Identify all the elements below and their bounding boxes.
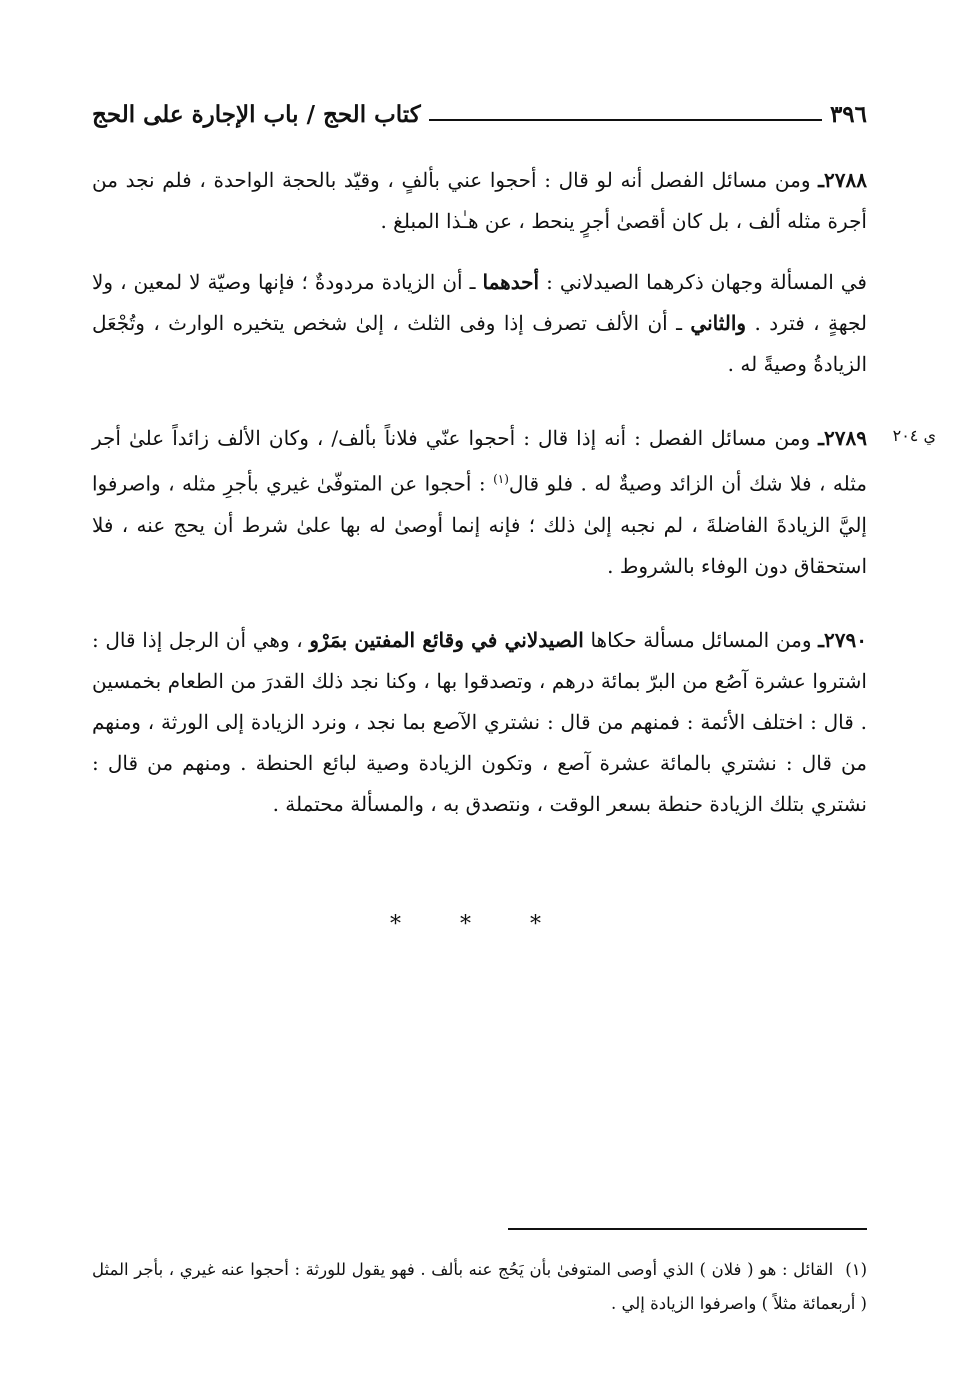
- issue-number: ٢٧٨٨ـ: [818, 168, 867, 192]
- bold-term: والثاني: [690, 311, 747, 335]
- page-number: ٣٩٦: [829, 101, 867, 128]
- paragraph-text: في المسألة وجهان ذكرهما الصيدلاني :: [539, 270, 867, 294]
- paragraph-2790: [92, 620, 867, 825]
- paragraph-text: ـ أن الألف تصرف إذا وفى الثلث ، إلىٰ شخص يتخيره الوارث ، وتُجْعَل الزيادةُ وصيةً له .: [92, 311, 867, 376]
- footnote-text: القائل : هو ( فلان ) الذي أوصى المتوفىٰ بأن يَحُج عنه بألف . فهو يقول للورثة : أحجوا عنه غيري ، بأجر المثل ( أربعمائة مثلاً ) واصرفوا الزيادة إلي .: [92, 1260, 867, 1313]
- footnote-number: (١): [845, 1260, 867, 1279]
- margin-reference: ي ٢٠٤: [892, 426, 936, 445]
- paragraph-text: ومن مسائل الفصل : أنه إذا قال : أحجوا عنّي فلاناً بألف/ ، وكان الألف زائداً علىٰ أجر مثله ، فلا شك أن الزائد وصيةٌ له . فلو قال: [92, 426, 867, 496]
- header-rule: [429, 119, 822, 121]
- paragraph-2788: [92, 160, 867, 242]
- section-separator: * * *: [390, 912, 567, 937]
- paragraph-text: : أحجوا عن المتوفّىٰ غيري بأجرِ مثله ، واصرفوا إليَّ الزيادةَ الفاضلةَ ، لم نجبه إلىٰ ذلك ؛ فإنه إنما أوصىٰ له بها علىٰ شرط أن يحج عنه ، فلا استحقاق دون الوفاء بالشروط .: [92, 471, 867, 578]
- running-header: [92, 92, 867, 128]
- footnote-rule: [508, 1228, 867, 1230]
- footnote-ref[interactable]: (١): [493, 472, 509, 486]
- running-title: كتاب الحج / باب الإجارة على الحج: [92, 101, 421, 128]
- paragraph-2788-cont: [92, 262, 867, 385]
- paragraph-text: ومن مسائل الفصل أنه لو قال : أحجوا عني بألفٍ ، وقيّد بالحجة الواحدة ، فلم نجد من أجرة مثله ألف ، بل كان أقصىٰ أجرٍ ينحط ، عن هـٰذا المبلغ .: [92, 168, 867, 233]
- paragraph-2789: [92, 418, 867, 587]
- footnote: [92, 1253, 867, 1321]
- paragraph-text: ومن المسائل مسألة حكاها: [583, 628, 819, 652]
- issue-number: ٢٧٩٠ـ: [818, 628, 867, 652]
- issue-number: ٢٧٨٩ـ: [818, 426, 867, 450]
- paragraph-text: ـ أن الزيادة مردودةٌ ؛ فإنها وصيّة لا لمعين ، ولا لجهةٍ ، فترد .: [92, 270, 867, 335]
- paragraph-text: ، وهي أن الرجل إذا قال : اشتروا عشرة آصُع من البرّ بمائة درهم ، وتصدقوا بها ، وكنا نجد ذلك القدرَ من الطعام بخمسين . قال : اختلف الأئمة : فمنهم من قال : نشتري الآصع بما نجد ، ونرد الزيادة إلى الورثة ، ومنهم من قال : نشتري بالمائة عشرة آصع ، وتكون الزيادة وصية لبائع الحنطة . ومنهم من قال : نشتري بتلك الزيادة حنطة بسعر الوقت ، ونتصدق به ، والمسألة محتملة .: [92, 628, 867, 816]
- bold-term: الصيدلاني في وقائع المفتين بمَرْو: [309, 628, 584, 652]
- bold-term: أحدهما: [482, 270, 540, 294]
